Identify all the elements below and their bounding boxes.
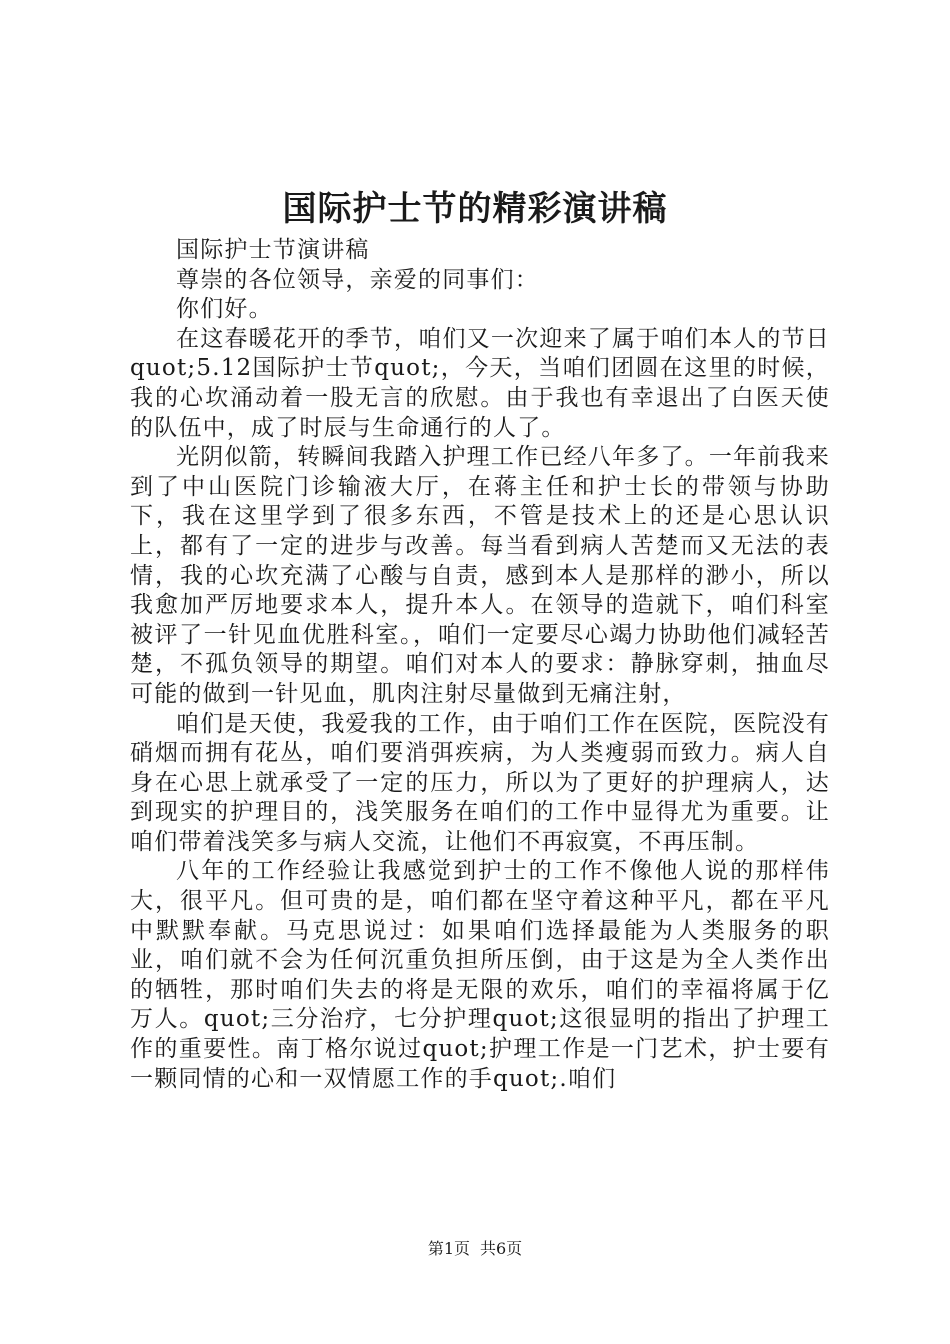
paragraph-subtitle: 国际护士节演讲稿 xyxy=(176,237,370,263)
paragraph-body: 咱们是天使，我爱我的工作，由于咱们工作在医院，医院没有硝烟而拥有花丛，咱们要消弭疾病，为人类瘦弱而致力。病人自身在心思上就承受了一定的压力，所以为了更好的护理病人，达到现实的护理目的，浅笑服务在咱们的工作中显得尤为重要。让咱们带着浅笑多与病人交流，让他们不再寂寞，不再压制。 xyxy=(130,710,830,855)
paragraph-body: 八年的工作经验让我感觉到护士的工作不像他人说的那样伟大，很平凡。但可贵的是，咱们都在坚守着这种平凡，都在平凡中默默奉献。马克思说过：如果咱们选择最能为人类服务的职业，咱们就不会为任何沉重负担所压倒，由于这是为全人类作出的牺牲，那时咱们失去的将是无限的欢乐，咱们的幸福将属于亿万人。quot;三分治疗，七分护理quot;这很显明的指出了护理工作的重要性。南丁格尔说过quot;护理工作是一门艺术，护士要有一颗同情的心和一双情愿工作的手quot;.咱们 xyxy=(130,858,830,1092)
page-number: 第1页 xyxy=(427,1239,470,1258)
page-footer xyxy=(0,1238,950,1260)
paragraph-salutation: 尊崇的各位领导，亲爱的同事们： xyxy=(176,266,539,293)
paragraph-body: 在这春暖花开的季节，咱们又一次迎来了属于咱们本人的节日quot;5.12国际护士节quot;，今天，当咱们团圆在这里的时候，我的心坎涌动着一股无言的欣慰。由于我也有幸退出了白医天使的队伍中，成了时辰与生命通行的人了。 xyxy=(130,325,830,441)
document-body xyxy=(130,236,830,1094)
page-total: 共6页 xyxy=(480,1239,523,1258)
paragraph-body: 光阴似箭，转瞬间我踏入护理工作已经八年多了。一年前我来到了中山医院门诊输液大厅，在蒋主任和护士长的带领与协助下，我在这里学到了很多东西，不管是技术上的还是心思认识上，都有了一定的进步与改善。每当看到病人苦楚而又无法的表情，我的心坎充满了心酸与自责，感到本人是那样的渺小，所以我愈加严厉地要求本人，提升本人。在领导的造就下，咱们科室被评了一针见血优胜科室。，咱们一定要尽心竭力协助他们减轻苦楚，不孤负领导的期望。咱们对本人的要求：静脉穿刺，抽血尽可能的做到一针见血，肌肉注射尽量做到无痛注射， xyxy=(130,444,830,707)
document-title: 国际护士节的精彩演讲稿 xyxy=(282,189,668,229)
paragraph-greeting: 你们好。 xyxy=(176,296,273,323)
